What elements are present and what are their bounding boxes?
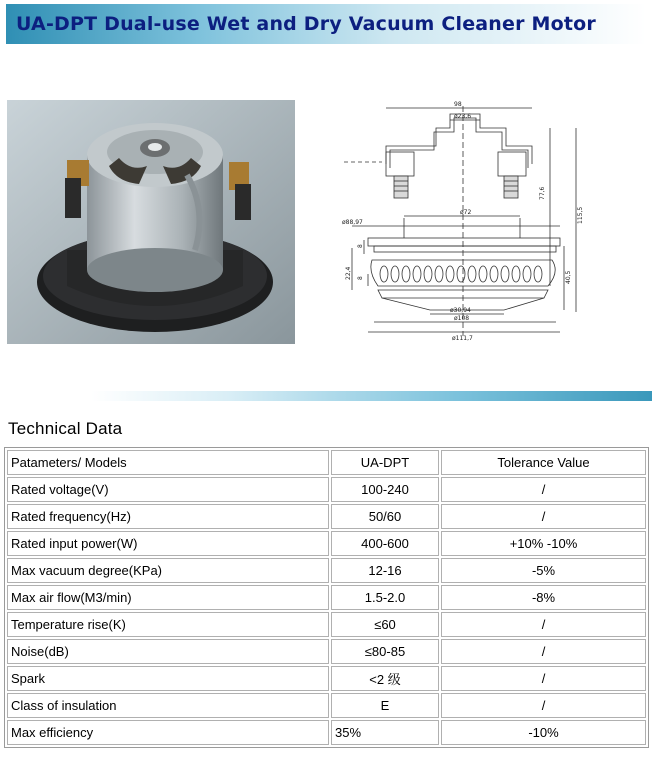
table-row <box>7 666 646 691</box>
dim-88-97: ø88,97 <box>342 219 363 226</box>
dim-30-94: ø30,94 <box>450 307 471 314</box>
dim-22-4: 22,4 <box>345 266 352 280</box>
table-row <box>7 531 646 556</box>
cell-tolerance: / <box>441 612 646 637</box>
cell-parameter: Noise(dB) <box>7 639 329 664</box>
technical-data-table <box>4 447 649 748</box>
cell-value: 100-240 <box>331 477 439 502</box>
dim-115-5: 115,5 <box>577 206 584 224</box>
cell-value: ≤60 <box>331 612 439 637</box>
cell-tolerance: / <box>441 666 646 691</box>
section-title: Technical Data <box>8 419 123 438</box>
table-row <box>7 693 646 718</box>
section-divider <box>0 391 652 401</box>
cell-parameter: Max efficiency <box>7 720 329 745</box>
cell-value: 35% <box>331 720 439 745</box>
cell-tolerance: / <box>441 477 646 502</box>
table-row <box>7 612 646 637</box>
cell-parameter: Temperature rise(K) <box>7 612 329 637</box>
dim-8a: 8 <box>357 244 364 248</box>
table-row <box>7 477 646 502</box>
cell-tolerance: / <box>441 693 646 718</box>
table-header-row <box>7 450 646 475</box>
table-row <box>7 720 646 745</box>
dim-108: ø108 <box>454 315 470 322</box>
header-cell-tolerance: Tolerance Value <box>441 450 646 475</box>
header-cell-model: UA-DPT <box>331 450 439 475</box>
cell-parameter: Spark <box>7 666 329 691</box>
motor-photo <box>7 100 295 344</box>
dim-98: 98 <box>454 101 462 108</box>
cell-parameter: Rated voltage(V) <box>7 477 329 502</box>
cell-parameter: Rated input power(W) <box>7 531 329 556</box>
cell-value: ≤80-85 <box>331 639 439 664</box>
dimension-drawing <box>338 100 588 342</box>
cell-value: 400-600 <box>331 531 439 556</box>
dim-77-6: 77,6 <box>539 186 546 200</box>
table-row <box>7 504 646 529</box>
cell-value: 12-16 <box>331 558 439 583</box>
cell-value: E <box>331 693 439 718</box>
cell-tolerance: / <box>441 639 646 664</box>
cell-parameter: Max air flow(M3/min) <box>7 585 329 610</box>
cell-tolerance: +10% -10% <box>441 531 646 556</box>
cell-value: 50/60 <box>331 504 439 529</box>
header-cell-parameter: Patameters/ Models <box>7 450 329 475</box>
cell-parameter: Max vacuum degree(KPa) <box>7 558 329 583</box>
dim-23-6: ø23,6 <box>454 113 472 120</box>
table-row <box>7 558 646 583</box>
dim-40-5: 40,5 <box>565 270 572 284</box>
cell-tolerance: -5% <box>441 558 646 583</box>
dim-8b: 8 <box>357 276 364 280</box>
table-row <box>7 585 646 610</box>
table-row <box>7 639 646 664</box>
cell-parameter: Rated frequency(Hz) <box>7 504 329 529</box>
dim-111-7: ø111,7 <box>452 335 473 342</box>
cell-parameter: Class of insulation <box>7 693 329 718</box>
cell-tolerance: / <box>441 504 646 529</box>
cell-value: <2 级 <box>331 666 439 691</box>
title-banner <box>6 4 646 44</box>
dim-72: ø72 <box>460 209 472 216</box>
cell-tolerance: -8% <box>441 585 646 610</box>
page-title: UA-DPT Dual-use Wet and Dry Vacuum Cleaner Motor <box>16 13 596 35</box>
cell-tolerance: -10% <box>441 720 646 745</box>
cell-value: 1.5-2.0 <box>331 585 439 610</box>
